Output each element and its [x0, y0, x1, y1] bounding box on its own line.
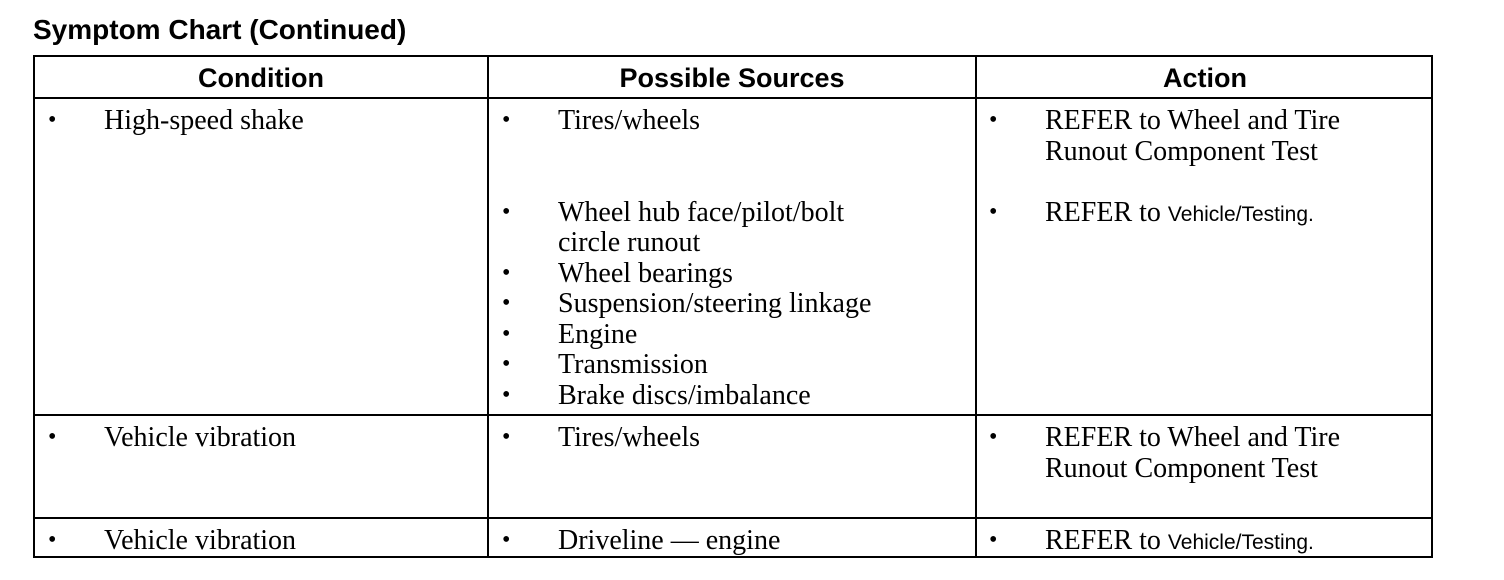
bullet-icon: • — [989, 107, 998, 133]
source-text: Driveline — engine — [558, 525, 781, 556]
bullet-icon: • — [989, 199, 998, 225]
action-text: REFER to Wheel and Tire — [1045, 105, 1341, 136]
bullet-icon: • — [502, 260, 511, 286]
source-text: Engine — [558, 319, 638, 350]
source-text: circle runout — [558, 227, 701, 258]
action-text — [1045, 525, 1314, 558]
header-divider — [35, 97, 1431, 99]
condition-text: High-speed shake — [104, 105, 304, 136]
action-text: Runout Component Test — [1045, 453, 1318, 484]
action-link: Vehicle/Testing. — [1167, 203, 1314, 226]
column-divider — [487, 57, 489, 556]
bullet-icon: • — [502, 107, 511, 133]
condition-text: Vehicle vibration — [104, 525, 297, 556]
bullet-icon: • — [48, 527, 57, 553]
bullet-icon: • — [48, 107, 57, 133]
bullet-icon: • — [502, 351, 511, 377]
condition-text: Vehicle vibration — [104, 422, 297, 453]
bullet-icon: • — [502, 424, 511, 450]
bullet-icon: • — [989, 424, 998, 450]
row-divider — [35, 414, 1431, 416]
header-possible-sources: Possible Sources — [619, 63, 845, 93]
symptom-table — [33, 55, 1433, 558]
column-divider — [975, 57, 977, 556]
bullet-icon: • — [502, 199, 511, 225]
header-action: Action — [1163, 63, 1247, 93]
page-title: Symptom Chart (Continued) — [33, 14, 407, 45]
source-text: Transmission — [558, 349, 708, 380]
bullet-icon: • — [989, 527, 998, 553]
source-text: Suspension/steering linkage — [558, 288, 872, 319]
action-text: REFER to Wheel and Tire — [1045, 422, 1341, 453]
bullet-icon: • — [48, 424, 57, 450]
bullet-icon: • — [502, 321, 511, 347]
row-divider — [35, 517, 1431, 519]
action-text — [1045, 197, 1314, 230]
bullet-icon: • — [502, 382, 511, 408]
bullet-icon: • — [502, 527, 511, 553]
action-prefix: REFER to — [1045, 525, 1161, 556]
action-text: Runout Component Test — [1045, 136, 1318, 167]
source-text: Wheel bearings — [558, 258, 733, 289]
source-text: Tires/wheels — [558, 422, 701, 453]
action-prefix: REFER to — [1045, 197, 1161, 228]
header-condition: Condition — [198, 63, 324, 93]
bullet-icon: • — [502, 290, 511, 316]
action-link: Vehicle/Testing. — [1167, 531, 1314, 554]
source-text: Wheel hub face/pilot/bolt — [558, 197, 845, 228]
source-text: Tires/wheels — [558, 105, 701, 136]
source-text: Brake discs/imbalance — [558, 380, 811, 411]
